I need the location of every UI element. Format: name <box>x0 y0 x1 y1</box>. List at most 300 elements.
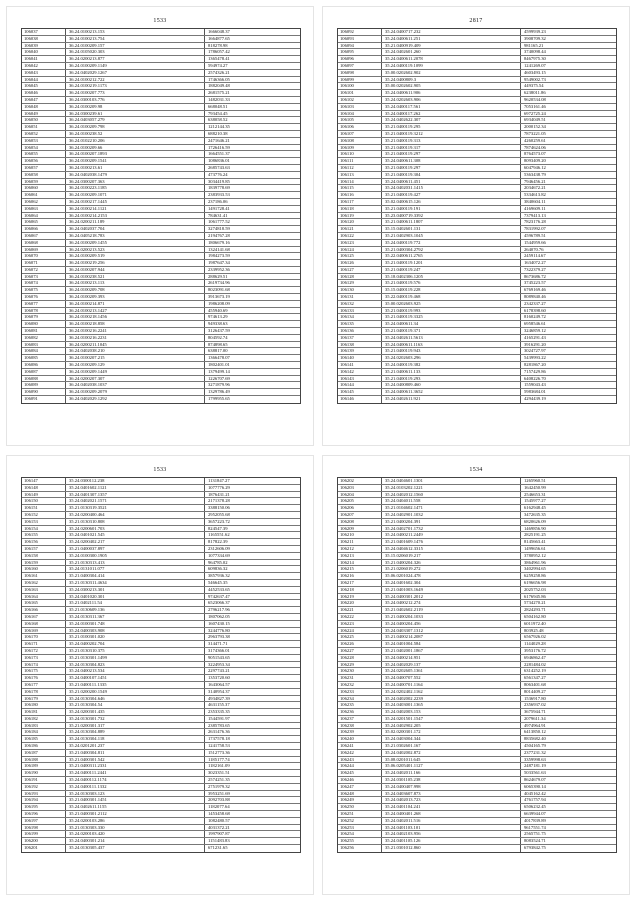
row-id-cell: 106163 <box>22 587 66 593</box>
table-row <box>22 301 300 308</box>
table-row <box>22 90 300 97</box>
row-id-cell: 106198 <box>22 825 66 831</box>
row-id-cell: 106248 <box>338 791 382 797</box>
table-row <box>22 219 300 226</box>
table-row <box>22 539 300 546</box>
amount-cell: 8014409.27 <box>524 688 546 694</box>
parcel-code-cell: 36.24.0100223.1185 <box>66 185 205 191</box>
table-row <box>338 553 616 560</box>
parcel-code-cell: 36.24.0100209.1149 <box>66 63 205 69</box>
amount-cell: 4974964.91 <box>524 722 546 728</box>
parcel-code-cell: 35.21.0130313.413 <box>66 560 205 566</box>
data-table <box>21 477 301 853</box>
amount-cell: 2000152.34 <box>524 124 546 130</box>
table-row <box>22 376 300 383</box>
parcel-code-cell: 36.24.0100213.113 <box>66 280 205 286</box>
row-id-cell: 106038 <box>22 36 66 42</box>
row-id-cell: 106196 <box>22 811 66 817</box>
table-row <box>22 294 300 301</box>
row-id-cell: 106231 <box>338 675 382 681</box>
table-row <box>338 396 616 403</box>
parcel-code-cell: 35.21.0400119.297 <box>382 151 521 157</box>
row-id-cell: 106157 <box>22 546 66 552</box>
row-id-cell: 106256 <box>338 845 382 852</box>
table-row <box>22 355 300 362</box>
table-row <box>22 213 300 220</box>
row-id-cell: 106205 <box>338 498 382 504</box>
parcel-code-cell: 36.24.0100213.754 <box>66 36 205 42</box>
row-id-cell: 106208 <box>338 519 382 525</box>
table-row <box>338 145 616 152</box>
parcel-code-cell: 35.15.0400119.228 <box>382 287 521 293</box>
table-row <box>22 811 300 818</box>
table-row <box>22 600 300 607</box>
row-id-cell: 106041 <box>22 56 66 62</box>
table-row <box>22 587 300 594</box>
parcel-code-cell: 36.24.0100207.1893 <box>66 151 205 157</box>
row-id-cell: 106110 <box>338 151 382 157</box>
parcel-code-cell: 35.24.0403001.1365 <box>382 702 521 708</box>
amount-cell: 1077776.29 <box>208 484 230 490</box>
row-id-cell: 106219 <box>338 594 382 600</box>
table-row <box>22 743 300 750</box>
amount-cell: 2092703.88 <box>208 797 230 803</box>
table-row <box>338 505 616 512</box>
amount-cell: 8281867.20 <box>524 362 546 368</box>
row-id-cell: 106124 <box>338 247 382 253</box>
table-row <box>338 763 616 770</box>
row-id-cell: 106209 <box>338 526 382 532</box>
amount-cell: 9742637.47 <box>208 593 230 599</box>
table-row <box>338 668 616 675</box>
row-id-cell: 106251 <box>338 811 382 817</box>
table-row <box>22 770 300 777</box>
amount-cell: 2297743.21 <box>208 668 230 674</box>
amount-cell: 1165551.62 <box>208 532 230 538</box>
parcel-code-cell: 35.24.0130304.889 <box>66 729 205 735</box>
parcel-code-cell: 36.24.0200207.307 <box>66 376 205 382</box>
table-row <box>22 784 300 791</box>
parcel-code-cell: 35.24.0400117.262 <box>382 111 521 117</box>
row-id-cell: 106145 <box>338 389 382 395</box>
row-id-cell: 106255 <box>338 838 382 844</box>
parcel-code-cell: 36.24.0100238.521 <box>66 274 205 280</box>
table-row <box>338 845 616 852</box>
table-row <box>22 553 300 560</box>
parcel-code-cell: 35.24.0400303.908 <box>66 628 205 634</box>
parcel-code-cell: 35.24.0201201.237 <box>66 743 205 749</box>
row-id-cell: 106076 <box>22 294 66 300</box>
row-id-cell: 106086 <box>22 362 66 368</box>
table-row <box>22 335 300 342</box>
parcel-code-cell: 35.21.0130319.3521 <box>66 505 205 511</box>
amount-cell: 6934049.51 <box>524 117 546 123</box>
amount-cell: 9051543.65 <box>208 654 230 660</box>
page-number: 1533 <box>153 467 167 473</box>
parcel-code-cell: 35.24.0402901.1032 <box>382 512 521 518</box>
row-id-cell: 106108 <box>338 138 382 144</box>
amount-cell: 3388150.06 <box>208 505 230 511</box>
table-row <box>338 539 616 546</box>
amount-cell: 4452533.65 <box>208 586 230 592</box>
row-id-cell: 106178 <box>22 689 66 695</box>
table-row <box>22 124 300 131</box>
parcel-code-cell: 35.21.0200200.1549 <box>66 689 205 695</box>
parcel-code-cell: 35.21.0130304.54 <box>66 702 205 708</box>
amount-cell: 6047946.12 <box>524 164 546 170</box>
table-row <box>22 702 300 709</box>
parcel-code-cell: 35.24.0400809.3 <box>382 77 521 83</box>
row-id-cell: 106113 <box>338 172 382 178</box>
parcel-code-cell: 35.24.0402011.516 <box>382 818 521 824</box>
parcel-code-cell: 35.24.0401004.584 <box>382 641 521 647</box>
row-id-cell: 106225 <box>338 634 382 640</box>
row-id-cell: 106131 <box>338 294 382 300</box>
amount-cell: 1799955.65 <box>208 396 230 402</box>
parcel-code-cell: 35.21.0400119.191 <box>382 206 521 212</box>
table-row <box>22 240 300 247</box>
parcel-code-cell: 35.21.0400119.1201 <box>382 260 521 266</box>
row-id-cell: 106039 <box>22 43 66 49</box>
row-id-cell: 106171 <box>22 641 66 647</box>
parcel-code-cell: 35.24.0103202.1221 <box>382 485 521 491</box>
row-id-cell: 106102 <box>338 97 382 103</box>
parcel-code-cell: 35.24.0400611.1163 <box>382 342 521 348</box>
parcel-code-cell: 36.24.0100214.1121 <box>66 206 205 212</box>
row-id-cell: 106179 <box>22 696 66 702</box>
row-id-cell: 106232 <box>338 682 382 688</box>
table-row <box>22 328 300 335</box>
row-id-cell: 106254 <box>338 831 382 837</box>
row-id-cell: 106142 <box>338 369 382 375</box>
parcel-code-cell: 36.24.0100214.2153 <box>66 213 205 219</box>
table-row <box>22 723 300 730</box>
table-row <box>338 43 616 50</box>
row-id-cell: 106226 <box>338 641 382 647</box>
table-row <box>338 382 616 389</box>
row-id-cell: 106049 <box>22 111 66 117</box>
table-row <box>338 702 616 709</box>
amount-cell: 2619734.96 <box>208 280 230 286</box>
amount-cell: 2171378.28 <box>208 498 230 504</box>
row-id-cell: 106139 <box>338 348 382 354</box>
parcel-code-cell: 35.21.0130310.808 <box>66 519 205 525</box>
amount-cell: 8063401.68 <box>524 681 546 687</box>
table-row <box>338 634 616 641</box>
amount-cell: 3034419.85 <box>208 178 230 184</box>
table-row <box>22 172 300 179</box>
amount-cell: 818278.98 <box>208 42 228 48</box>
amount-cell: 1265960.51 <box>524 478 546 483</box>
table-row <box>22 804 300 811</box>
amount-cell: 5363438.79 <box>524 171 546 177</box>
table-row <box>338 600 616 607</box>
amount-cell: 804592.74 <box>208 334 228 340</box>
row-id-cell: 106164 <box>22 594 66 600</box>
table-row <box>22 49 300 56</box>
row-id-cell: 106162 <box>22 580 66 586</box>
amount-cell: 1806679.16 <box>208 239 230 245</box>
parcel-code-cell: 35.21.0400111.1335 <box>66 682 205 688</box>
row-id-cell: 106068 <box>22 240 66 246</box>
table-row <box>338 294 616 301</box>
parcel-code-cell: 36.24.0402029.1267 <box>66 70 205 76</box>
amount-cell: 2281484.02 <box>524 661 546 667</box>
row-id-cell: 106081 <box>22 328 66 334</box>
parcel-code-cell: 35.24.0402021.1571 <box>66 498 205 504</box>
amount-cell: 4017839.89 <box>524 817 546 823</box>
amount-cell: 8835682.40 <box>524 736 546 742</box>
amount-cell: 7831992.07 <box>524 226 546 232</box>
row-id-cell: 106224 <box>338 628 382 634</box>
amount-cell: 8673686.72 <box>524 273 546 279</box>
table-row <box>22 526 300 533</box>
parcel-code-cell: 36.24.0100207.773 <box>66 90 205 96</box>
table-row <box>22 206 300 213</box>
data-table <box>21 28 301 404</box>
row-id-cell: 106082 <box>22 335 66 341</box>
table-row <box>22 750 300 757</box>
parcel-code-cell: 35.24.0402013.723 <box>382 797 521 803</box>
table-row <box>338 566 616 573</box>
table-row <box>338 791 616 798</box>
row-id-cell: 106129 <box>338 280 382 286</box>
table-row <box>338 247 616 254</box>
amount-cell: 688210.38 <box>208 130 228 136</box>
table-row <box>22 158 300 165</box>
amount-cell: 3246859.12 <box>524 328 546 334</box>
parcel-code-cell: 36.24.0100209.519 <box>66 253 205 259</box>
row-id-cell: 106042 <box>22 63 66 69</box>
parcel-code-cell: 35.21.0400119.3325 <box>382 314 521 320</box>
table-row <box>338 213 616 220</box>
amount-cell: 2353335.35 <box>208 709 230 715</box>
parcel-code-cell: 36.24.0402038.210 <box>66 348 205 354</box>
row-id-cell: 106166 <box>22 607 66 613</box>
amount-cell: 3953176.72 <box>524 647 546 653</box>
amount-cell: 2574251.35 <box>208 777 230 783</box>
amount-cell: 1664877.65 <box>208 35 230 41</box>
row-id-cell: 106137 <box>338 335 382 341</box>
amount-cell: 6639944.07 <box>524 811 546 817</box>
parcel-code-cell: 35.24.0400717.232 <box>382 29 521 35</box>
parcel-code-cell: 35.24.0402002.872 <box>382 750 521 756</box>
row-id-cell: 106187 <box>22 750 66 756</box>
parcel-code-cell: 35.24.0400119.382 <box>382 362 521 368</box>
row-id-cell: 106138 <box>338 342 382 348</box>
amount-cell: 6259258.86 <box>524 573 546 579</box>
table-row <box>338 709 616 716</box>
parcel-code-cell: 35.24.0130305.437 <box>66 845 205 852</box>
parcel-code-cell: 35.24.0130304.118 <box>66 736 205 742</box>
parcel-code-cell: 35.24.0403004.344 <box>382 736 521 742</box>
table-row <box>338 526 616 533</box>
page-number: 1534 <box>469 467 483 473</box>
table-row <box>22 111 300 118</box>
row-id-cell: 106077 <box>22 301 66 307</box>
table-row <box>22 492 300 499</box>
parcel-code-cell: 36.24.0402029.1292 <box>66 396 205 403</box>
table-row <box>22 43 300 50</box>
amount-cell: 8624679.07 <box>524 777 546 783</box>
row-id-cell: 106143 <box>338 376 382 382</box>
amount-cell: 3274818.59 <box>208 226 230 232</box>
table-row <box>22 498 300 505</box>
parcel-code-cell: 35.24.0400211.2449 <box>382 532 521 538</box>
row-id-cell: 106185 <box>22 736 66 742</box>
amount-cell: 6504162.80 <box>524 613 546 619</box>
parcel-code-cell: 35.24.0400202.704 <box>66 641 205 647</box>
row-id-cell: 106158 <box>22 553 66 559</box>
row-id-cell: 106126 <box>338 260 382 266</box>
row-id-cell: 106125 <box>338 253 382 259</box>
row-id-cell: 106090 <box>22 389 66 395</box>
row-id-cell: 106085 <box>22 355 66 361</box>
parcel-code-cell: 35.24.0400611.2078 <box>382 56 521 62</box>
table-row <box>338 580 616 587</box>
amount-cell: 594974.27 <box>208 62 228 68</box>
row-id-cell: 106069 <box>22 247 66 253</box>
table-row <box>338 838 616 845</box>
row-id-cell: 106096 <box>338 56 382 62</box>
table-row <box>338 280 616 287</box>
row-id-cell: 106141 <box>338 362 382 368</box>
parcel-code-cell: 35.06.0205401.1127 <box>382 763 521 769</box>
row-id-cell: 106161 <box>22 573 66 579</box>
row-id-cell: 106055 <box>22 151 66 157</box>
table-row <box>22 138 300 145</box>
amount-cell: 6162948.45 <box>524 505 546 511</box>
amount-cell: 1241758.53 <box>208 743 230 749</box>
table-row <box>338 675 616 682</box>
parcel-code-cell: 35.24.0403307.1312 <box>382 628 521 634</box>
row-id-cell: 106046 <box>22 90 66 96</box>
row-id-cell: 106239 <box>338 729 382 735</box>
table-row <box>22 131 300 138</box>
row-id-cell: 106168 <box>22 621 66 627</box>
amount-cell: 288629.51 <box>208 273 228 279</box>
amount-cell: 8145663.41 <box>524 539 546 545</box>
amount-cell: 3745223.57 <box>524 280 546 286</box>
amount-cell: 1839778.69 <box>208 185 230 191</box>
table-row <box>22 662 300 669</box>
amount-cell: 9620534.08 <box>524 96 546 102</box>
amount-cell: 1664551.37 <box>208 151 230 157</box>
parcel-code-cell: 36.24.0100219.1173 <box>66 83 205 89</box>
table-row <box>22 825 300 832</box>
row-id-cell: 106149 <box>22 492 66 498</box>
amount-cell: 1077334.69 <box>208 552 230 558</box>
parcel-code-cell: 35.24.0400204.456 <box>382 621 521 627</box>
parcel-code-cell: 36.24.0100209.129 <box>66 362 205 368</box>
table-row <box>338 560 616 567</box>
parcel-code-cell: 36.24.0102210.206 <box>66 138 205 144</box>
table-row <box>22 274 300 281</box>
row-id-cell: 106230 <box>338 668 382 674</box>
parcel-code-cell: 35.24.0400212.274 <box>382 600 521 606</box>
page-top-left <box>6 6 314 446</box>
row-id-cell: 106120 <box>338 219 382 225</box>
parcel-code-cell: 35.24.0402031.1415 <box>382 185 521 191</box>
parcel-code-cell: 35.24.0300213.301 <box>66 587 205 593</box>
table-row <box>338 253 616 260</box>
table-row <box>22 512 300 519</box>
amount-cell: 2342337.27 <box>524 300 546 306</box>
amount-cell: 1212144.35 <box>208 124 230 130</box>
amount-cell: 1151483.83 <box>208 838 230 844</box>
table-row <box>22 573 300 580</box>
table-row <box>22 831 300 838</box>
parcel-code-cell: 35.24.0402701.1732 <box>382 526 521 532</box>
amount-cell: 3780952.12 <box>524 552 546 558</box>
amount-cell: 824547.39 <box>208 525 228 531</box>
parcel-code-cell: 35.21.0130303.330 <box>66 825 205 831</box>
amount-cell: 6958546.61 <box>524 321 546 327</box>
amount-cell: 1491728.41 <box>208 205 230 211</box>
parcel-code-cell: 35.24.0402611.1155 <box>66 804 205 810</box>
row-id-cell: 106229 <box>338 662 382 668</box>
amount-cell: 264070.76 <box>524 246 544 252</box>
row-id-cell: 106114 <box>338 179 382 185</box>
row-id-cell: 106132 <box>338 301 382 307</box>
amount-cell: 237186.06 <box>208 198 228 204</box>
row-id-cell: 106191 <box>22 777 66 783</box>
amount-cell: 2963793.38 <box>208 634 230 640</box>
amount-cell: 5439993.22 <box>524 355 546 361</box>
parcel-code-cell: 35.21.0206019.272 <box>382 566 521 572</box>
table-row <box>22 192 300 199</box>
row-id-cell: 106240 <box>338 736 382 742</box>
table-row <box>338 519 616 526</box>
parcel-code-cell: 35.24.0402003.153 <box>382 709 521 715</box>
table-row <box>22 566 300 573</box>
table-row <box>22 628 300 635</box>
parcel-code-cell: 36.24.0300103.776 <box>66 97 205 103</box>
amount-cell: 4603493.15 <box>524 69 546 75</box>
table-row <box>338 594 616 601</box>
table-row <box>338 750 616 757</box>
amount-cell: 3913673.19 <box>208 294 230 300</box>
amount-cell: 638058.52 <box>208 117 228 123</box>
parcel-code-cell: 35.24.0130303.123 <box>66 791 205 797</box>
amount-cell: 6408226.70 <box>524 375 546 381</box>
amount-cell: 2471646.21 <box>208 137 230 143</box>
table-row <box>338 723 616 730</box>
parcel-code-cell: 35.24.0201501.1547 <box>382 716 521 722</box>
table-row <box>338 63 616 70</box>
table-row <box>338 743 616 750</box>
amount-cell: 7873221.05 <box>524 130 546 136</box>
row-id-cell: 106181 <box>22 709 66 715</box>
parcel-code-cell: 35.21.0400119.247 <box>382 267 521 273</box>
data-table <box>337 28 617 404</box>
table-row <box>22 729 300 736</box>
row-id-cell: 106100 <box>338 83 382 89</box>
parcel-code-cell: 35.24.0100301.748 <box>66 621 205 627</box>
amount-cell: 6314252.19 <box>524 668 546 674</box>
row-id-cell: 106203 <box>338 485 382 491</box>
table-row <box>338 689 616 696</box>
row-id-cell: 106073 <box>22 274 66 280</box>
parcel-code-cell: 35.21.0302601.167 <box>382 743 521 749</box>
parcel-code-cell: 36.24.0100209.66 <box>66 145 205 151</box>
amount-cell: 2383933.53 <box>208 192 230 198</box>
table-row <box>338 682 616 689</box>
parcel-code-cell: 35.21.0402602.2119 <box>382 607 521 613</box>
row-id-cell: 106214 <box>338 560 382 566</box>
table-row <box>338 49 616 56</box>
parcel-code-cell: 35.21.0402903.1045 <box>382 233 521 239</box>
